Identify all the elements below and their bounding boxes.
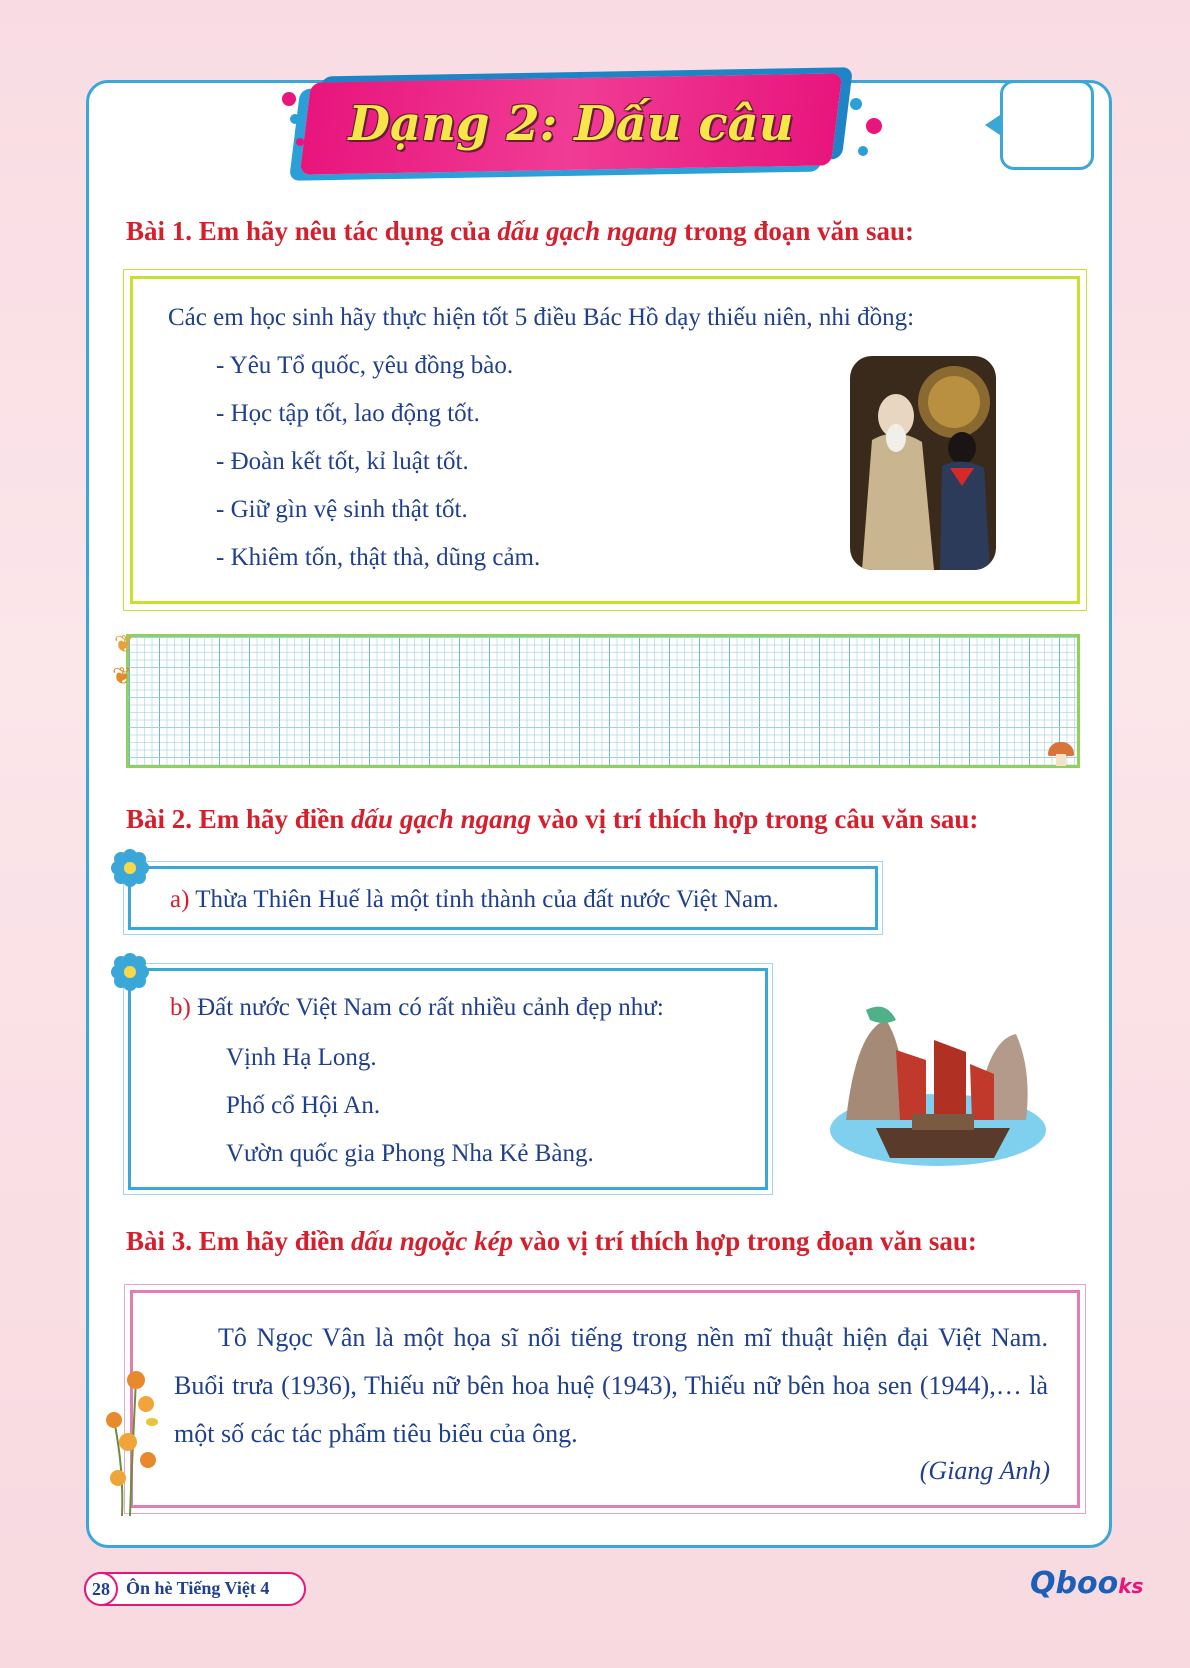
bai2b-item: Vịnh Hạ Long.: [226, 1044, 377, 1071]
decor-dot: [282, 92, 296, 106]
bai2-heading: Bài 2. Em hãy điền dấu gạch ngang vào vị trí thích hợp trong câu văn sau:: [126, 804, 979, 834]
bai2b-item: Vườn quốc gia Phong Nha Kẻ Bàng.: [226, 1140, 594, 1167]
leaf-icon: ❦: [112, 664, 133, 690]
flower-bouquet-illustration: [100, 1360, 170, 1518]
decor-dot: [290, 114, 300, 124]
bai1-intro: Các em học sinh hãy thực hiện tốt 5 điều Bác Hồ dạy thiếu niên, nhi đồng:: [168, 304, 915, 331]
bai3-paragraph: Tô Ngọc Vân là một họa sĩ nổi tiếng trong nền mĩ thuật hiện đại Việt Nam. Buổi trưa (1936), Thiếu nữ bên hoa huệ (1943), Thiếu nữ bên hoa sen (1944),… là một số các tác phẩm tiêu biểu của ông.: [174, 1323, 1048, 1448]
bai1-item: - Đoàn kết tốt, kỉ luật tốt.: [216, 448, 469, 475]
decor-dot: [866, 118, 882, 134]
page-number: 28: [84, 1572, 118, 1606]
flower-icon: [110, 952, 150, 992]
bai1-item: - Giữ gìn vệ sinh thật tốt.: [216, 496, 468, 523]
bai1-item: - Khiêm tốn, thật thà, dũng cảm.: [216, 544, 541, 571]
uncle-ho-photo: [850, 356, 996, 570]
bai1-heading: Bài 1. Em hãy nêu tác dụng của dấu gạch ngang trong đoạn văn sau:: [126, 216, 914, 246]
publisher-logo: Qbooks: [1030, 1566, 1144, 1601]
leaf-icon: ❦: [114, 632, 135, 658]
mushroom-icon: [1056, 754, 1066, 766]
speech-bubble-icon: [1000, 80, 1094, 170]
halong-bay-illustration: [826, 990, 1050, 1180]
bai2b-sentence: b) Đất nước Việt Nam có rất nhiều cảnh đẹp như:: [170, 994, 664, 1021]
decor-dot: [850, 98, 862, 110]
footer-book-title: Ôn hè Tiếng Việt 4: [126, 1578, 270, 1598]
decor-dot: [858, 146, 868, 156]
bai1-item: - Học tập tốt, lao động tốt.: [216, 400, 480, 427]
flower-icon: [110, 848, 150, 888]
answer-grid[interactable]: [126, 634, 1080, 768]
bai2b-item: Phố cổ Hội An.: [226, 1092, 381, 1119]
bai3-heading: Bài 3. Em hãy điền dấu ngoặc kép vào vị trí thích hợp trong đoạn văn sau:: [126, 1226, 977, 1256]
decor-dot: [296, 138, 304, 146]
bai2a-sentence: a) Thừa Thiên Huế là một tỉnh thành của đất nước Việt Nam.: [170, 886, 779, 913]
bai3-author: (Giang Anh): [919, 1456, 1050, 1485]
page-title: Dạng 2: Dấu câu: [348, 96, 794, 152]
bai1-item: - Yêu Tổ quốc, yêu đồng bào.: [216, 352, 514, 379]
